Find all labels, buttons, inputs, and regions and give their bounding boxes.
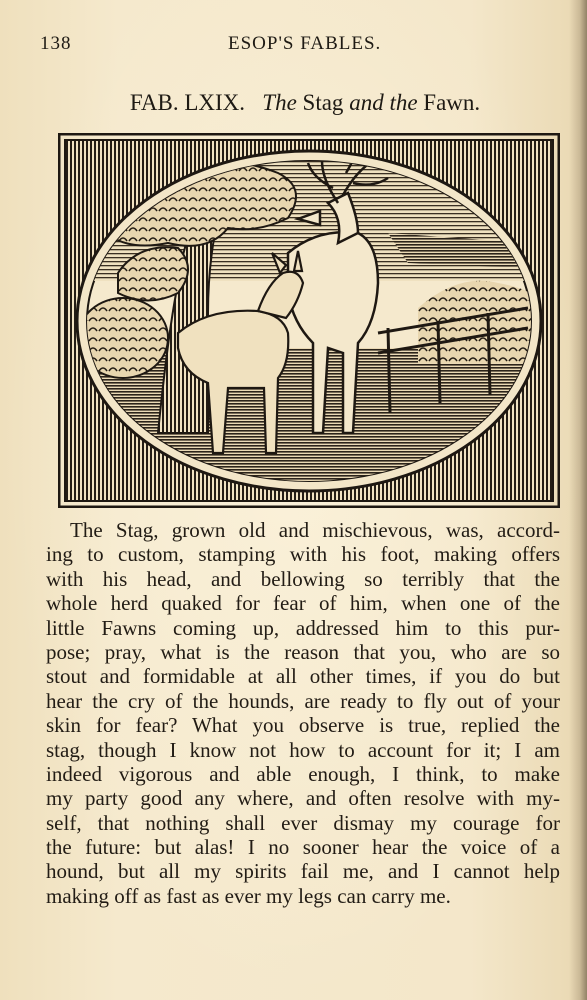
body-line: my party good any where, and often resolve with my- bbox=[46, 786, 560, 811]
running-head bbox=[40, 33, 560, 59]
body-line: stout and formidable at all other times, if you do but bbox=[46, 664, 560, 689]
body-line: hear the cry of the hounds, are ready to fly out of your bbox=[46, 688, 560, 713]
body-line: ing to custom, stamping with his foot, making offers bbox=[46, 542, 560, 567]
fable-label: FAB. LXIX. bbox=[129, 90, 246, 115]
body-line: self, that nothing shall ever dismay my courage for bbox=[46, 810, 560, 835]
fable-heading bbox=[70, 90, 540, 116]
body-line: pose; pray, what is the reason that you, who are so bbox=[46, 639, 560, 664]
body-line: whole herd quaked for fear of him, when one of the bbox=[46, 591, 560, 616]
fable-body bbox=[46, 518, 560, 908]
body-line: skin for fear? What you observe is true, replied the bbox=[46, 713, 560, 738]
page-number: 138 bbox=[40, 33, 72, 54]
woodcut-illustration bbox=[58, 133, 560, 508]
body-line: The Stag, grown old and mischievous, was, accord- bbox=[70, 518, 560, 542]
fable-title-stag: Stag bbox=[302, 90, 344, 115]
body-line: stag, though I know not how to account for it; I am bbox=[46, 737, 560, 762]
page-edge-shadow bbox=[569, 0, 587, 1000]
body-line: the future: but alas! I no sooner hear the voice of a bbox=[46, 835, 560, 860]
body-line: indeed vigorous and able enough, I think, to make bbox=[46, 761, 560, 786]
fable-title-fawn: Fawn. bbox=[423, 90, 481, 115]
body-line: hound, but all my spirits fail me, and I cannot help bbox=[46, 859, 560, 884]
body-line: little Fawns coming up, addressed him to this pur- bbox=[46, 615, 560, 640]
body-line: with his head, and bellowing so terribly that the bbox=[46, 566, 560, 591]
body-line: making off as fast as ever my legs can carry me. bbox=[46, 883, 451, 908]
fable-title-the: The bbox=[262, 90, 297, 115]
book-title: ESOP'S FABLES. bbox=[228, 33, 382, 54]
fable-title-and-the: and the bbox=[349, 90, 418, 115]
